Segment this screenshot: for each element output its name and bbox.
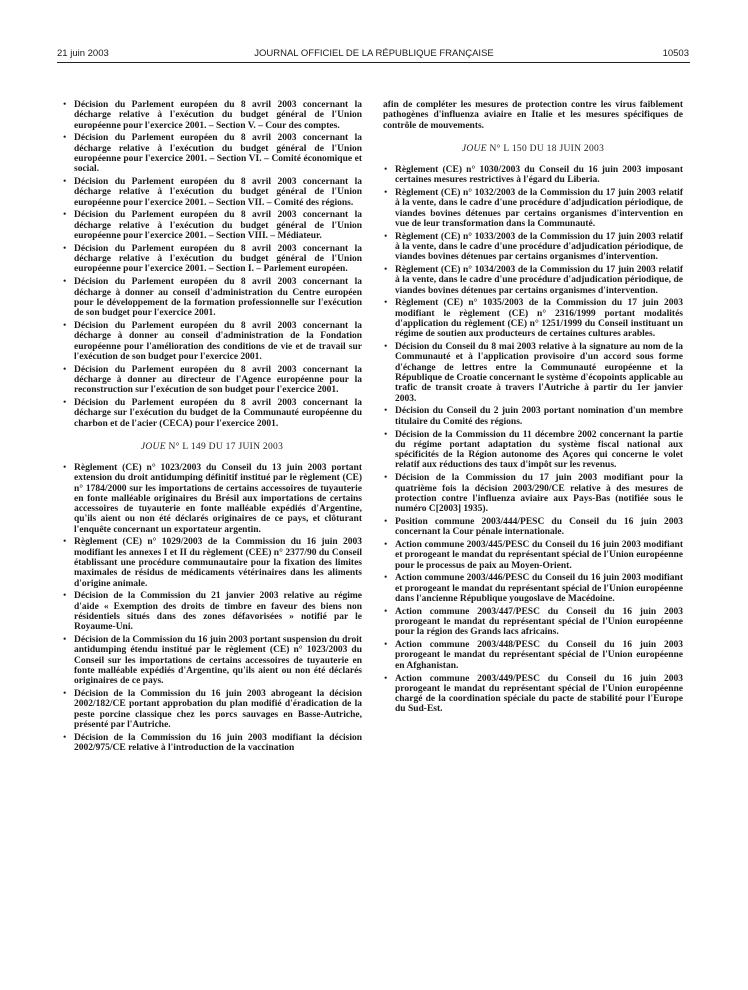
issue-heading [62,442,362,452]
list-item: • Position commune 2003/444/PESC du Conseil du 16 juin 2003 concernant la Cour pénale internationale. [383,517,683,538]
list-item: • Règlement (CE) n° 1032/2003 de la Commission du 17 juin 2003 relatif à la vente, dans le cadre d'une procédure d'adjudication périodique, de viandes bovines détenues par certains organismes d'intervention en vue de leur transformation dans la Communauté. [383,188,683,229]
list-item: • Décision de la Commission du 16 juin 2003 modifiant la décision 2002/975/CE relative à l'introduction de la vaccination [62,733,362,754]
journal-title: JOURNAL OFFICIEL DE LA RÉPUBLIQUE FRANÇAISE [254,48,494,59]
list-item: • Action commune 2003/446/PESC du Conseil du 16 juin 2003 modifiant et prorogeant le mandat du représentant spécial de l'Union européenne dans l'ancienne République yougoslave de Macédoine. [383,573,683,604]
list-item: • Règlement (CE) n° 1034/2003 de la Commission du 17 juin 2003 relatif à la vente, dans le cadre d'une procédure d'adjudication périodique, de viandes bovines détenues par certains organismes d'intervention. [383,265,683,296]
list-item: • Action commune 2003/447/PESC du Conseil du 16 juin 2003 prorogeant le mandat du représentant spécial de l'Union européenne pour la région des Grands lacs africains. [383,607,683,638]
list-item: • Décision de la Commission du 21 janvier 2003 relative au régime d'aide « Exemption des droits de timbre en faveur des biens non résidentiels situés dans des zones défavorisées » notifié par le Royaume-Uni. [62,591,362,632]
list-item: • Décision de la Commission du 16 juin 2003 abrogeant la décision 2002/182/CE portant approbation du plan modifié d'éradication de la peste porcine classique chez les porcs sauvages en Basse-Autriche, présenté par l'Autriche. [62,689,362,730]
list-item: • Décision de la Commission du 11 décembre 2002 concernant la partie du régime portant adaptation du système fiscal national aux spécificités de la Région autonome des Açores qui concerne le volet relatif aux réductions des taux d'impôt sur les revenus. [383,430,683,471]
list-item: • Règlement (CE) n° 1030/2003 du Conseil du 16 juin 2003 imposant certaines mesures restrictives à l'égard du Liberia. [383,165,683,186]
right-column [383,100,683,717]
list-item: • Décision du Conseil du 2 juin 2003 portant nomination d'un membre titulaire du Comité des régions. [383,406,683,427]
issue-journal: JOUE [140,441,166,452]
list-item: • Règlement (CE) n° 1035/2003 de la Commission du 17 juin 2003 modifiant le règlement (CE) n° 2316/1999 portant modalités d'application du règlement (CE) n° 1251/1999 du Conseil instituant un régime de soutien aux producteurs de certaines cultures arables. [383,298,683,339]
header-rule [57,62,690,63]
list-item: • Décision du Parlement européen du 8 avril 2003 concernant la décharge à donner au conseil d'administration du Centre européen pour le développement de la formation professionnelle sur l'exécution de son budget pour l'exercice 2001. [62,277,362,318]
continued-text: afin de compléter les mesures de protection contre les virus faiblement pathogènes d'influenza aviaire en Italie et les mesures spécifiques de contrôle de mouvements. [383,100,683,131]
list-item: • Décision du Parlement européen du 8 avril 2003 concernant la décharge relative à l'exécution du budget général de l'Union européenne pour l'exercice 2001. – Section VI. – Comité économique et social. [62,133,362,174]
list-item: • Décision de la Commission du 17 juin 2003 modifiant pour la quatrième fois la décision 2003/290/CE relative à des mesures de protection contre l'influenza aviaire aux Pays-Bas (notifiée sous le numéro C[2003] 1935). [383,473,683,514]
list-item: • Décision du Parlement européen du 8 avril 2003 concernant la décharge relative à l'exécution du budget général de l'Union européenne pour l'exercice 2001. – Section VIII. – Médiateur. [62,210,362,241]
list-item: • Action commune 2003/449/PESC du Conseil du 16 juin 2003 prorogeant le mandat du représentant spécial de l'Union européenne chargé de la coordination spéciale du pacte de stabilité pour l'Europe du Sud-Est. [383,674,683,715]
issue-journal: JOUE [461,143,487,154]
list-item: • Décision du Parlement européen du 8 avril 2003 concernant la décharge à donner au directeur de l'Agence européenne pour la reconstruction sur l'exécution de son budget pour l'exercice 2001. [62,365,362,396]
list-item: • Décision du Parlement européen du 8 avril 2003 concernant la décharge à donner au conseil d'administration de la Fondation européenne pour l'amélioration des conditions de vie et de travail sur l'exécution de son budget pour l'exercice 2001. [62,321,362,362]
list-item: • Décision de la Commission du 16 juin 2003 portant suspension du droit antidumping étendu institué par le règlement (CE) n° 1023/2003 du Conseil sur les importations de certains accessoires de tuyauterie en fonte malléable expédiés d'Argentine, qu'ils aient ou non été déclarés originaires de ce pays. [62,635,362,686]
issue-number-date: N° L 150 DU 18 JUIN 2003 [489,143,605,154]
list-item: • Décision du Parlement européen du 8 avril 2003 concernant la décharge sur l'exécution du budget de la Communauté européenne du charbon et de l'acier (CECA) pour l'exercice 2001. [62,398,362,429]
list-item: • Règlement (CE) n° 1033/2003 de la Commission du 17 juin 2003 relatif à la vente, dans le cadre d'une procédure d'adjudication périodique, de viandes bovines détenues par certains organismes d'intervention. [383,232,683,263]
left-entry-list [62,100,362,429]
issue-heading [383,144,683,154]
list-item: • Décision du Parlement européen du 8 avril 2003 concernant la décharge relative à l'exécution du budget général de l'Union européenne pour l'exercice 2001. – Section VII. – Comité des régions. [62,177,362,208]
header-date: 21 juin 2003 [57,48,109,59]
page-number: 10503 [662,48,689,59]
list-item: • Décision du Parlement européen du 8 avril 2003 concernant la décharge relative à l'exécution du budget général de l'Union européenne pour l'exercice 2001. – Section V. – Cour des comptes. [62,100,362,131]
left-entry-list-2 [62,463,362,754]
list-item: • Règlement (CE) n° 1029/2003 de la Commission du 16 juin 2003 modifiant les annexes I et II du règlement (CEE) n° 2377/90 du Conseil établissant une procédure communautaire pour la fixation des limites maximales de résidus de médicaments vétérinaires dans les aliments d'origine animale. [62,537,362,588]
issue-number-date: N° L 149 DU 17 JUIN 2003 [168,441,284,452]
list-item: • Action commune 2003/448/PESC du Conseil du 16 juin 2003 prorogeant le mandat du représentant spécial de l'Union européenne en Afghanistan. [383,640,683,671]
list-item: • Action commune 2003/445/PESC du Conseil du 16 juin 2003 modifiant et prorogeant le mandat du représentant spécial de l'Union européenne pour le processus de paix au Moyen-Orient. [383,540,683,571]
right-entry-list [383,165,683,715]
left-column [62,100,362,756]
list-item: • Décision du Conseil du 8 mai 2003 relative à la signature au nom de la Communauté et à l'application provisoire d'un accord sous forme d'échange de lettres entre la Communauté européenne et la République de Croatie concernant le système d'écopoints applicable au trafic de transit croate à travers l'Autriche à partir du 1er janvier 2003. [383,342,683,404]
list-item: • Décision du Parlement européen du 8 avril 2003 concernant la décharge relative à l'exécution du budget général de l'Union européenne pour l'exercice 2001. – Section I. – Parlement européen. [62,244,362,275]
list-item: • Règlement (CE) n° 1023/2003 du Conseil du 13 juin 2003 portant extension du droit antidumping définitif institué par le règlement (CE) n° 1784/2000 sur les importations de certains accessoires de tuyauterie en fonte malléable originaires du Brésil aux importations de certains accessoires de tuyauterie en fonte malléable expédiés d'Argentine, qu'ils aient ou non été déclarés originaires de ce pays, et clôturant l'enquête concernant un exportateur argentin. [62,463,362,535]
